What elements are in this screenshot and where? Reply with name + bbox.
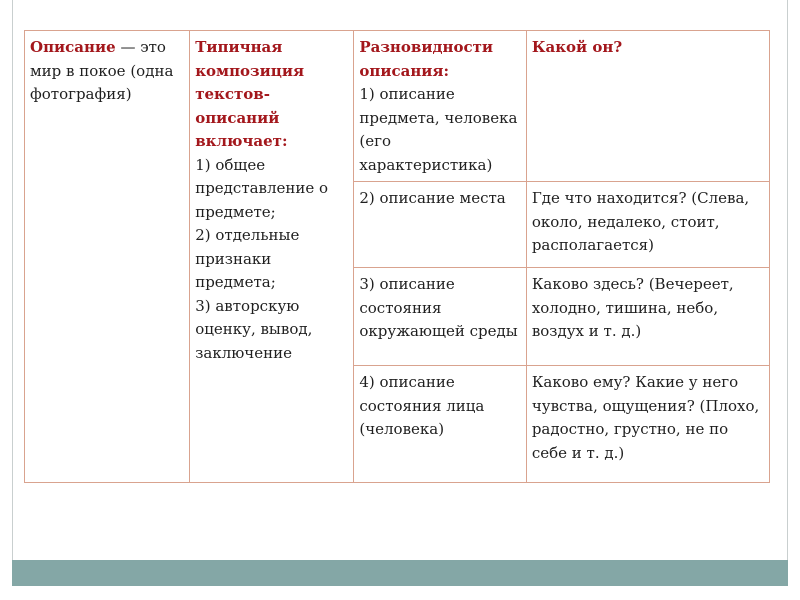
composition-cell [190,31,354,483]
composition-title: Типичная композиция текстов-описаний включает: [195,38,305,150]
type-cell: 2) описание места [354,182,526,268]
question-title: Какой он? [531,38,623,56]
types-title: Разновидности описания: [359,38,493,80]
description-types-table [24,30,770,483]
definition-text: — это мир в покое (одна фотография) [30,38,174,103]
type-cell: 4) описание состояния лица (человека) [354,366,526,483]
question-cell: Где что находится? (Слева, около, недалеко, стоит, располагается) [526,182,769,268]
composition-item: 1) общее представление о предмете; [195,155,329,221]
question-cell: Каково ему? Какие у него чувства, ощущения? (Плохо, радостно, грустно, не по себе и т. д.) [526,366,769,483]
table-row [25,31,770,182]
composition-item: 2) отдельные признаки предмета; [195,226,300,291]
type-item: 1) описание предмета, человека (его характеристика) [359,85,518,174]
question-cell: Каково здесь? (Вечереет, холодно, тишина, небо, воздух и т. д.) [526,268,769,366]
definition-cell [25,31,190,483]
composition-item: 3) авторскую оценку, вывод, заключение [195,296,313,362]
type-cell: 3) описание состояния окружающей среды [354,268,526,366]
question-header-cell [526,31,769,182]
definition-title: Описание [30,38,116,56]
types-header-cell [354,31,526,182]
footer-bar [12,560,788,586]
